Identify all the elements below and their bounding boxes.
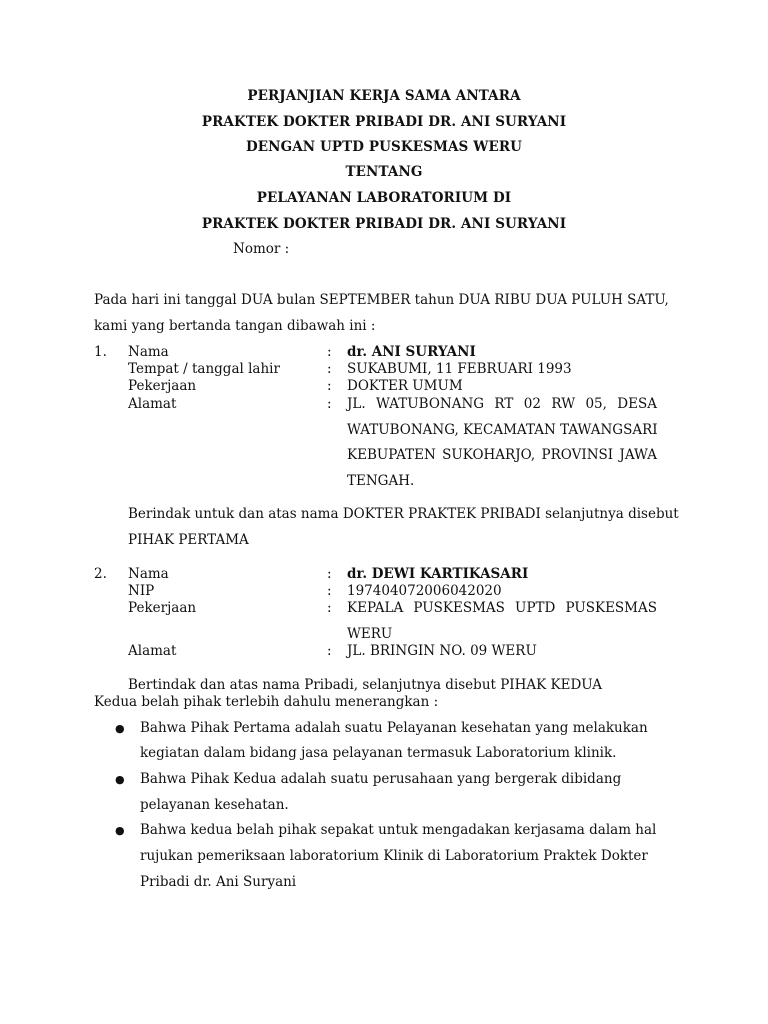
party2-name-label: Nama [128, 566, 169, 582]
bullet-icon: ● [115, 722, 125, 735]
nomor-label: Nomor : [233, 241, 290, 257]
opening-line-2: kami yang bertanda tangan dibawah ini : [94, 318, 376, 334]
party1-address-line-3: KEBUPATEN SUKOHARJO, PROVINSI JAWA [347, 447, 657, 463]
title-line-4: TENTANG [345, 164, 423, 180]
party2-address-label: Alamat [128, 643, 177, 659]
party1-job-colon: : [327, 378, 332, 394]
party1-birth-label: Tempat / tanggal lahir [128, 361, 280, 377]
party2-address-value: JL. BRINGIN NO. 09 WERU [347, 643, 537, 659]
title-line-6: PRAKTEK DOKTER PRIBADI DR. ANI SURYANI [201, 216, 567, 232]
party1-address-colon: : [327, 396, 332, 412]
statement-item-1-line-2: kegiatan dalam bidang jasa pelayanan termasuk Laboratorium klinik. [140, 745, 617, 761]
opening-line-1: Pada hari ini tanggal DUA bulan SEPTEMBER tahun DUA RIBU DUA PULUH SATU, [94, 292, 669, 308]
party1-address-line-2: WATUBONANG, KECAMATAN TAWANGSARI [347, 422, 658, 438]
party2-nip-colon: : [327, 583, 332, 599]
party1-birth-colon: : [327, 361, 332, 377]
party1-role-line-2: PIHAK PERTAMA [128, 532, 249, 548]
party2-number: 2. [94, 566, 107, 582]
title-line-1: PERJANJIAN KERJA SAMA ANTARA [247, 88, 521, 104]
statement-item-3-line-1: Bahwa kedua belah pihak sepakat untuk mengadakan kerjasama dalam hal [140, 822, 657, 838]
party2-address-colon: : [327, 643, 332, 659]
party1-name-value: dr. ANI SURYANI [347, 344, 476, 360]
statement-item-2-line-1: Bahwa Pihak Kedua adalah suatu perusahaan yang bergerak dibidang [140, 771, 622, 787]
party2-nip-label: NIP [128, 583, 155, 599]
party1-job-label: Pekerjaan [128, 378, 197, 394]
party1-address-line-1: JL. WATUBONANG RT 02 RW 05, DESA [347, 396, 657, 412]
bullet-icon: ● [115, 773, 125, 786]
party1-number: 1. [94, 344, 107, 360]
statement-item-3-line-3: Pribadi dr. Ani Suryani [140, 874, 297, 890]
statement-item-1-line-1: Bahwa Pihak Pertama adalah suatu Pelayanan kesehatan yang melakukan [140, 720, 648, 736]
statement-item-2-line-2: pelayanan kesehatan. [140, 797, 289, 813]
party1-address-label: Alamat [128, 396, 177, 412]
party2-nip-value: 197404072006042020 [347, 583, 502, 599]
party2-job-colon: : [327, 600, 332, 616]
party2-job-label: Pekerjaan [128, 600, 197, 616]
party1-name-label: Nama [128, 344, 169, 360]
party1-address-line-4: TENGAH. [347, 473, 415, 489]
party1-name-colon: : [327, 344, 332, 360]
statement-item-3-line-2: rujukan pemeriksaan laboratorium Klinik di Laboratorium Praktek Dokter [140, 848, 648, 864]
title-line-3: DENGAN UPTD PUSKESMAS WERU [245, 139, 523, 155]
party1-role-line-1: Berindak untuk dan atas nama DOKTER PRAKTEK PRIBADI selanjutnya disebut [128, 506, 679, 522]
party2-name-value: dr. DEWI KARTIKASARI [347, 566, 529, 582]
party1-job-value: DOKTER UMUM [347, 378, 463, 394]
statement-intro: Kedua belah pihak terlebih dahulu menerangkan : [94, 694, 439, 710]
title-line-5: PELAYANAN LABORATORIUM DI [256, 190, 512, 206]
bullet-icon: ● [115, 824, 125, 837]
title-line-2: PRAKTEK DOKTER PRIBADI DR. ANI SURYANI [201, 114, 567, 130]
party2-job-line-1: KEPALA PUSKESMAS UPTD PUSKESMAS [347, 600, 657, 616]
party2-job-line-2: WERU [347, 626, 393, 642]
party2-name-colon: : [327, 566, 332, 582]
party1-birth-value: SUKABUMI, 11 FEBRUARI 1993 [347, 361, 572, 377]
party2-role-line: Bertindak dan atas nama Pribadi, selanjutnya disebut PIHAK KEDUA [128, 677, 603, 693]
